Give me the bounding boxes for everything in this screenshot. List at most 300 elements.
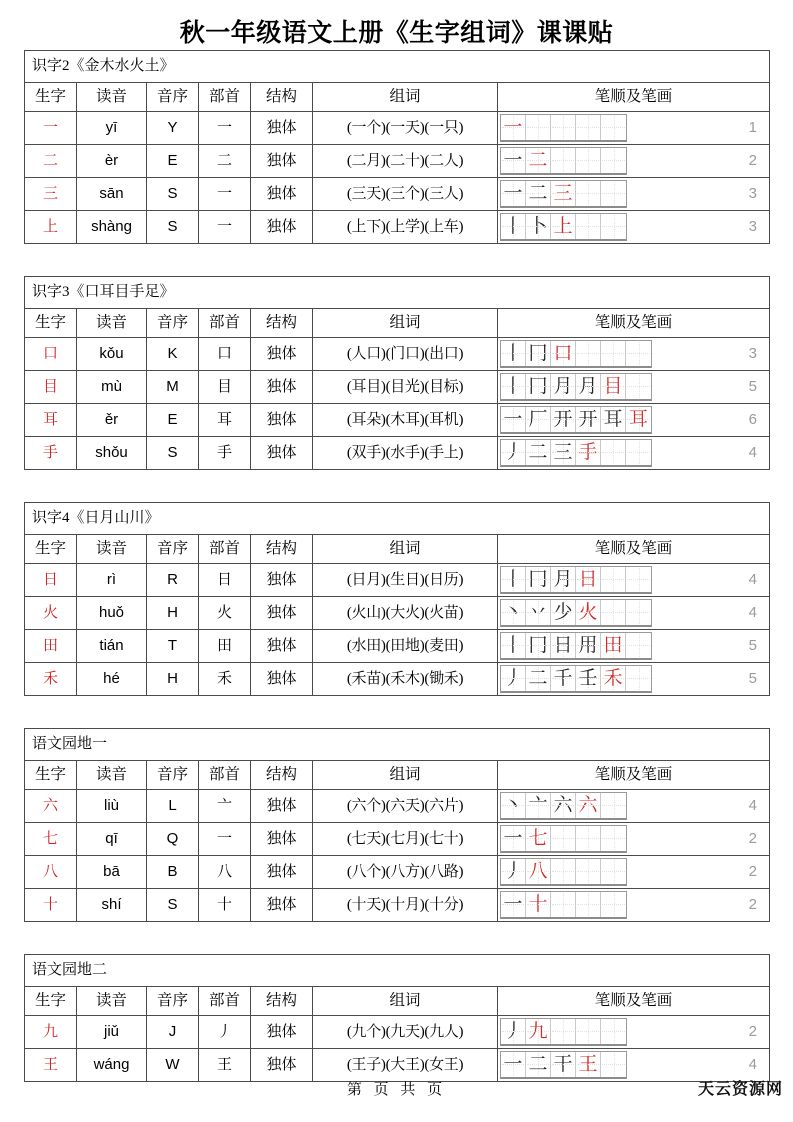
stroke-order-grid bbox=[500, 825, 627, 853]
stroke-step-cell bbox=[601, 115, 626, 140]
cell-structure: 独体 bbox=[251, 210, 313, 243]
cell-radical: 一 bbox=[199, 822, 251, 855]
cell-structure: 独体 bbox=[251, 111, 313, 144]
stroke-step-cell bbox=[551, 859, 576, 884]
cell-words: (一个)(一天)(一只) bbox=[313, 111, 498, 144]
cell-structure: 独体 bbox=[251, 888, 313, 921]
cell-pinyin: huǒ bbox=[77, 596, 147, 629]
stroke-step-cell bbox=[601, 633, 626, 658]
stroke-step-cell bbox=[551, 407, 576, 432]
stroke-step-cell bbox=[601, 214, 626, 239]
cell-radical: 一 bbox=[199, 111, 251, 144]
stroke-order-grid bbox=[500, 1051, 627, 1079]
stroke-step-glyph: 田 bbox=[603, 634, 623, 656]
stroke-order-grid bbox=[500, 599, 652, 627]
stroke-step-cell bbox=[601, 892, 626, 917]
stroke-step-cell bbox=[526, 666, 551, 691]
stroke-step-cell bbox=[626, 600, 651, 625]
cell-initial: E bbox=[147, 403, 199, 436]
cell-stroke-order bbox=[498, 337, 770, 370]
cell-radical: 一 bbox=[199, 177, 251, 210]
cell-words: (耳朵)(木耳)(耳机) bbox=[313, 403, 498, 436]
stroke-step-glyph: 丷 bbox=[528, 601, 548, 623]
stroke-order-grid bbox=[500, 632, 652, 660]
column-header-structure: 结构 bbox=[251, 534, 313, 563]
stroke-step-cell bbox=[551, 115, 576, 140]
stroke-count: 5 bbox=[748, 377, 758, 395]
column-header-strokes: 笔顺及笔画 bbox=[498, 82, 770, 111]
stroke-step-cell bbox=[526, 115, 551, 140]
stroke-step-cell bbox=[626, 374, 651, 399]
cell-radical: 日 bbox=[199, 563, 251, 596]
cell-pinyin: jiǔ bbox=[77, 1015, 147, 1048]
cell-pinyin: mù bbox=[77, 370, 147, 403]
stroke-step-glyph: 少 bbox=[553, 601, 573, 623]
cell-words: (日月)(生日)(日历) bbox=[313, 563, 498, 596]
stroke-step-glyph: 一 bbox=[503, 1053, 523, 1075]
stroke-step-cell bbox=[576, 407, 601, 432]
cell-char: 七 bbox=[25, 822, 77, 855]
stroke-step-cell bbox=[601, 341, 626, 366]
stroke-step-cell bbox=[576, 374, 601, 399]
stroke-step-cell bbox=[526, 892, 551, 917]
cell-radical: 目 bbox=[199, 370, 251, 403]
column-header-initial: 音序 bbox=[147, 534, 199, 563]
cell-stroke-order bbox=[498, 111, 770, 144]
cell-words: (耳目)(目光)(目标) bbox=[313, 370, 498, 403]
stroke-step-glyph: 六 bbox=[578, 794, 598, 816]
stroke-step-glyph: 一 bbox=[503, 408, 523, 430]
stroke-step-glyph: 亠 bbox=[528, 794, 548, 816]
page-footer bbox=[0, 1076, 793, 1106]
stroke-step-cell bbox=[601, 148, 626, 173]
cell-words: (七天)(七月)(七十) bbox=[313, 822, 498, 855]
cell-initial: W bbox=[147, 1048, 199, 1081]
stroke-step-cell bbox=[526, 633, 551, 658]
cell-initial: Y bbox=[147, 111, 199, 144]
stroke-count: 4 bbox=[748, 796, 757, 814]
stroke-step-cell bbox=[576, 115, 601, 140]
stroke-step-cell bbox=[526, 1052, 551, 1077]
table-row bbox=[25, 177, 770, 210]
stroke-step-cell bbox=[526, 826, 551, 851]
stroke-step-cell bbox=[601, 1052, 626, 1077]
stroke-step-glyph: 千 bbox=[553, 667, 573, 689]
stroke-step-cell bbox=[576, 148, 601, 173]
cell-structure: 独体 bbox=[251, 337, 313, 370]
cell-char: 上 bbox=[25, 210, 77, 243]
stroke-step-cell bbox=[601, 826, 626, 851]
column-header-words: 组词 bbox=[313, 760, 498, 789]
cell-structure: 独体 bbox=[251, 177, 313, 210]
column-header-structure: 结构 bbox=[251, 986, 313, 1015]
section-title-row bbox=[25, 954, 770, 986]
stroke-step-cell bbox=[526, 1019, 551, 1044]
stroke-step-glyph: 目 bbox=[603, 375, 623, 397]
stroke-count: 2 bbox=[748, 862, 757, 880]
cell-stroke-order bbox=[498, 403, 770, 436]
table-row bbox=[25, 370, 770, 403]
cell-initial: M bbox=[147, 370, 199, 403]
stroke-step-cell bbox=[526, 859, 551, 884]
stroke-count: 3 bbox=[748, 184, 758, 202]
table-header-row bbox=[25, 760, 770, 789]
table-row bbox=[25, 210, 770, 243]
cell-initial: H bbox=[147, 596, 199, 629]
stroke-step-cell bbox=[576, 859, 601, 884]
stroke-step-glyph: 丿 bbox=[503, 1020, 523, 1042]
cell-pinyin: wáng bbox=[77, 1048, 147, 1081]
stroke-step-cell bbox=[601, 567, 626, 592]
cell-pinyin: kǒu bbox=[77, 337, 147, 370]
stroke-step-cell bbox=[551, 1019, 576, 1044]
stroke-step-glyph: 丿 bbox=[503, 860, 523, 882]
stroke-step-glyph: 丨 bbox=[503, 342, 523, 364]
cell-words: (上下)(上学)(上车) bbox=[313, 210, 498, 243]
cell-structure: 独体 bbox=[251, 144, 313, 177]
cell-words: (禾苗)(禾木)(锄禾) bbox=[313, 662, 498, 695]
stroke-step-cell bbox=[551, 600, 576, 625]
column-header-radical: 部首 bbox=[199, 760, 251, 789]
cell-words: (双手)(水手)(手上) bbox=[313, 436, 498, 469]
cell-initial: S bbox=[147, 177, 199, 210]
stroke-step-cell bbox=[576, 633, 601, 658]
stroke-step-cell bbox=[501, 148, 526, 173]
stroke-step-cell bbox=[526, 793, 551, 818]
section-title-row bbox=[25, 728, 770, 760]
stroke-step-glyph: 丶 bbox=[503, 794, 523, 816]
cell-radical: 耳 bbox=[199, 403, 251, 436]
column-header-char: 生字 bbox=[25, 760, 77, 789]
stroke-step-glyph: 耳 bbox=[628, 408, 648, 430]
stroke-step-cell bbox=[551, 793, 576, 818]
stroke-order-grid bbox=[500, 147, 627, 175]
cell-stroke-order bbox=[498, 436, 770, 469]
column-header-words: 组词 bbox=[313, 986, 498, 1015]
stroke-step-glyph: 一 bbox=[503, 893, 523, 915]
stroke-step-glyph: 冂 bbox=[528, 342, 548, 364]
stroke-count: 4 bbox=[748, 570, 757, 588]
stroke-step-glyph: 十 bbox=[528, 893, 548, 915]
cell-char: 目 bbox=[25, 370, 77, 403]
cell-words: (九个)(九天)(九人) bbox=[313, 1015, 498, 1048]
table-row bbox=[25, 822, 770, 855]
stroke-step-glyph: 禾 bbox=[603, 667, 623, 689]
stroke-step-cell bbox=[551, 181, 576, 206]
stroke-step-cell bbox=[576, 1052, 601, 1077]
stroke-order-grid bbox=[500, 373, 652, 401]
stroke-step-cell bbox=[601, 793, 626, 818]
table-row bbox=[25, 596, 770, 629]
stroke-step-glyph: 二 bbox=[528, 149, 548, 171]
section-title-row bbox=[25, 50, 770, 82]
stroke-step-cell bbox=[626, 440, 651, 465]
column-header-char: 生字 bbox=[25, 534, 77, 563]
stroke-order-grid bbox=[500, 213, 627, 241]
stroke-step-glyph: 用 bbox=[578, 634, 598, 656]
stroke-step-cell bbox=[576, 341, 601, 366]
cell-char: 火 bbox=[25, 596, 77, 629]
table-row bbox=[25, 144, 770, 177]
stroke-step-glyph: 月 bbox=[578, 375, 598, 397]
cell-char: 禾 bbox=[25, 662, 77, 695]
stroke-step-glyph: 干 bbox=[553, 1053, 573, 1075]
watermark-label: 天云资源网 bbox=[697, 1081, 783, 1098]
stroke-step-glyph: 七 bbox=[528, 827, 548, 849]
cell-char: 八 bbox=[25, 855, 77, 888]
stroke-step-cell bbox=[501, 567, 526, 592]
stroke-step-cell bbox=[526, 214, 551, 239]
cell-pinyin: sān bbox=[77, 177, 147, 210]
cell-char: 日 bbox=[25, 563, 77, 596]
table-header-row bbox=[25, 986, 770, 1015]
page-number-label: 第 页 共 页 bbox=[346, 1082, 447, 1098]
table-row bbox=[25, 888, 770, 921]
column-header-char: 生字 bbox=[25, 308, 77, 337]
stroke-step-glyph: 一 bbox=[503, 827, 523, 849]
cell-words: (王子)(大王)(女王) bbox=[313, 1048, 498, 1081]
stroke-step-glyph: 冂 bbox=[528, 568, 548, 590]
stroke-step-cell bbox=[501, 1019, 526, 1044]
table-row bbox=[25, 111, 770, 144]
cell-stroke-order bbox=[498, 789, 770, 822]
column-header-words: 组词 bbox=[313, 308, 498, 337]
table-row bbox=[25, 337, 770, 370]
cell-initial: R bbox=[147, 563, 199, 596]
table-row bbox=[25, 563, 770, 596]
cell-words: (火山)(大火)(火苗) bbox=[313, 596, 498, 629]
column-header-strokes: 笔顺及笔画 bbox=[498, 308, 770, 337]
stroke-step-cell bbox=[526, 148, 551, 173]
column-header-structure: 结构 bbox=[251, 308, 313, 337]
cell-initial: S bbox=[147, 210, 199, 243]
stroke-step-cell bbox=[626, 567, 651, 592]
cell-words: (八个)(八方)(八路) bbox=[313, 855, 498, 888]
column-header-strokes: 笔顺及笔画 bbox=[498, 760, 770, 789]
cell-pinyin: rì bbox=[77, 563, 147, 596]
stroke-step-cell bbox=[501, 1052, 526, 1077]
stroke-step-glyph: 王 bbox=[578, 1053, 598, 1075]
stroke-order-grid bbox=[500, 340, 652, 368]
stroke-step-cell bbox=[601, 666, 626, 691]
cell-initial: J bbox=[147, 1015, 199, 1048]
stroke-step-glyph: 丨 bbox=[503, 215, 523, 237]
stroke-step-glyph: 上 bbox=[553, 215, 573, 237]
stroke-order-grid bbox=[500, 114, 627, 142]
cell-radical: 八 bbox=[199, 855, 251, 888]
table-row bbox=[25, 629, 770, 662]
column-header-initial: 音序 bbox=[147, 308, 199, 337]
section-title-row bbox=[25, 276, 770, 308]
cell-structure: 独体 bbox=[251, 436, 313, 469]
cell-pinyin: yī bbox=[77, 111, 147, 144]
column-header-initial: 音序 bbox=[147, 82, 199, 111]
stroke-step-cell bbox=[501, 793, 526, 818]
stroke-count: 6 bbox=[748, 410, 758, 428]
column-header-strokes: 笔顺及笔画 bbox=[498, 534, 770, 563]
lesson-table bbox=[24, 502, 770, 696]
stroke-step-glyph: 三 bbox=[553, 441, 573, 463]
stroke-step-cell bbox=[576, 600, 601, 625]
cell-words: (水田)(田地)(麦田) bbox=[313, 629, 498, 662]
cell-char: 耳 bbox=[25, 403, 77, 436]
stroke-step-cell bbox=[626, 407, 651, 432]
section-title: 语文园地一 bbox=[25, 728, 770, 760]
stroke-step-cell bbox=[501, 115, 526, 140]
table-header-row bbox=[25, 82, 770, 111]
stroke-step-cell bbox=[551, 666, 576, 691]
cell-stroke-order bbox=[498, 629, 770, 662]
section-title: 识字2《金木水火土》 bbox=[25, 50, 770, 82]
stroke-step-cell bbox=[526, 341, 551, 366]
stroke-step-glyph: 二 bbox=[528, 441, 548, 463]
cell-initial: T bbox=[147, 629, 199, 662]
stroke-step-cell bbox=[501, 214, 526, 239]
cell-radical: 田 bbox=[199, 629, 251, 662]
cell-stroke-order bbox=[498, 563, 770, 596]
column-header-radical: 部首 bbox=[199, 82, 251, 111]
cell-char: 王 bbox=[25, 1048, 77, 1081]
table-row bbox=[25, 789, 770, 822]
cell-structure: 独体 bbox=[251, 822, 313, 855]
cell-char: 手 bbox=[25, 436, 77, 469]
cell-char: 三 bbox=[25, 177, 77, 210]
cell-pinyin: èr bbox=[77, 144, 147, 177]
stroke-count: 3 bbox=[748, 217, 758, 235]
cell-radical: 手 bbox=[199, 436, 251, 469]
cell-pinyin: hé bbox=[77, 662, 147, 695]
cell-structure: 独体 bbox=[251, 403, 313, 436]
stroke-step-cell bbox=[576, 181, 601, 206]
cell-structure: 独体 bbox=[251, 596, 313, 629]
stroke-step-glyph: 八 bbox=[528, 860, 548, 882]
stroke-order-grid bbox=[500, 665, 652, 693]
stroke-step-glyph: 手 bbox=[578, 441, 598, 463]
column-header-words: 组词 bbox=[313, 82, 498, 111]
cell-stroke-order bbox=[498, 596, 770, 629]
table-row bbox=[25, 403, 770, 436]
stroke-step-cell bbox=[551, 374, 576, 399]
stroke-step-cell bbox=[501, 892, 526, 917]
stroke-step-cell bbox=[576, 1019, 601, 1044]
stroke-step-cell bbox=[501, 633, 526, 658]
stroke-step-glyph: 火 bbox=[578, 601, 598, 623]
stroke-step-glyph: 月 bbox=[553, 375, 573, 397]
stroke-step-cell bbox=[601, 600, 626, 625]
stroke-step-cell bbox=[501, 859, 526, 884]
cell-words: (人口)(门口)(出口) bbox=[313, 337, 498, 370]
stroke-step-cell bbox=[526, 567, 551, 592]
section-title: 语文园地二 bbox=[25, 954, 770, 986]
cell-radical: 口 bbox=[199, 337, 251, 370]
page-title: 秋一年级语文上册《生字组词》课课贴 bbox=[179, 19, 614, 47]
column-header-pinyin: 读音 bbox=[77, 82, 147, 111]
cell-structure: 独体 bbox=[251, 855, 313, 888]
cell-pinyin: liù bbox=[77, 789, 147, 822]
stroke-step-glyph: 六 bbox=[553, 794, 573, 816]
stroke-order-grid bbox=[500, 1018, 627, 1046]
cell-pinyin: shǒu bbox=[77, 436, 147, 469]
stroke-step-glyph: 卜 bbox=[528, 215, 548, 237]
section-title: 识字4《日月山川》 bbox=[25, 502, 770, 534]
cell-words: (三天)(三个)(三人) bbox=[313, 177, 498, 210]
stroke-order-grid bbox=[500, 891, 627, 919]
table-row bbox=[25, 855, 770, 888]
cell-initial: L bbox=[147, 789, 199, 822]
cell-char: 口 bbox=[25, 337, 77, 370]
stroke-order-grid bbox=[500, 792, 627, 820]
stroke-step-cell bbox=[576, 892, 601, 917]
table-row bbox=[25, 662, 770, 695]
stroke-step-cell bbox=[601, 181, 626, 206]
stroke-step-glyph: 冂 bbox=[528, 375, 548, 397]
sections-container bbox=[0, 50, 793, 1082]
column-header-initial: 音序 bbox=[147, 760, 199, 789]
cell-stroke-order bbox=[498, 144, 770, 177]
stroke-step-glyph: 九 bbox=[528, 1020, 548, 1042]
stroke-order-grid bbox=[500, 180, 627, 208]
cell-radical: 十 bbox=[199, 888, 251, 921]
stroke-step-cell bbox=[501, 407, 526, 432]
column-header-structure: 结构 bbox=[251, 760, 313, 789]
stroke-count: 4 bbox=[748, 1055, 757, 1073]
lesson-table bbox=[24, 728, 770, 922]
stroke-step-glyph: 日 bbox=[578, 568, 598, 590]
stroke-step-glyph: 厂 bbox=[528, 408, 548, 430]
stroke-step-glyph: 月 bbox=[553, 568, 573, 590]
stroke-step-cell bbox=[576, 826, 601, 851]
stroke-step-glyph: 开 bbox=[578, 408, 598, 430]
stroke-count: 1 bbox=[748, 118, 758, 136]
stroke-step-glyph: 丿 bbox=[503, 441, 523, 463]
column-header-structure: 结构 bbox=[251, 82, 313, 111]
cell-structure: 独体 bbox=[251, 370, 313, 403]
cell-initial: B bbox=[147, 855, 199, 888]
column-header-radical: 部首 bbox=[199, 986, 251, 1015]
stroke-step-cell bbox=[501, 181, 526, 206]
stroke-order-grid bbox=[500, 406, 652, 434]
stroke-step-cell bbox=[576, 666, 601, 691]
cell-char: 六 bbox=[25, 789, 77, 822]
stroke-step-glyph: 冂 bbox=[528, 634, 548, 656]
stroke-count: 5 bbox=[748, 669, 757, 687]
cell-pinyin: tián bbox=[77, 629, 147, 662]
stroke-order-grid bbox=[500, 439, 652, 467]
stroke-count: 2 bbox=[748, 151, 758, 169]
stroke-step-glyph: 一 bbox=[503, 149, 523, 171]
cell-stroke-order bbox=[498, 888, 770, 921]
stroke-count: 4 bbox=[748, 443, 758, 461]
column-header-pinyin: 读音 bbox=[77, 760, 147, 789]
stroke-step-glyph: 三 bbox=[553, 182, 573, 204]
stroke-count: 2 bbox=[748, 895, 757, 913]
cell-words: (六个)(六天)(六片) bbox=[313, 789, 498, 822]
cell-structure: 独体 bbox=[251, 789, 313, 822]
column-header-radical: 部首 bbox=[199, 534, 251, 563]
column-header-radical: 部首 bbox=[199, 308, 251, 337]
stroke-step-cell bbox=[576, 567, 601, 592]
stroke-step-glyph: 丨 bbox=[503, 568, 523, 590]
stroke-step-cell bbox=[501, 666, 526, 691]
cell-stroke-order bbox=[498, 822, 770, 855]
stroke-count: 5 bbox=[748, 636, 757, 654]
section-title-row bbox=[25, 502, 770, 534]
cell-pinyin: ěr bbox=[77, 403, 147, 436]
cell-initial: S bbox=[147, 436, 199, 469]
stroke-step-cell bbox=[551, 633, 576, 658]
stroke-step-cell bbox=[601, 407, 626, 432]
cell-char: 一 bbox=[25, 111, 77, 144]
